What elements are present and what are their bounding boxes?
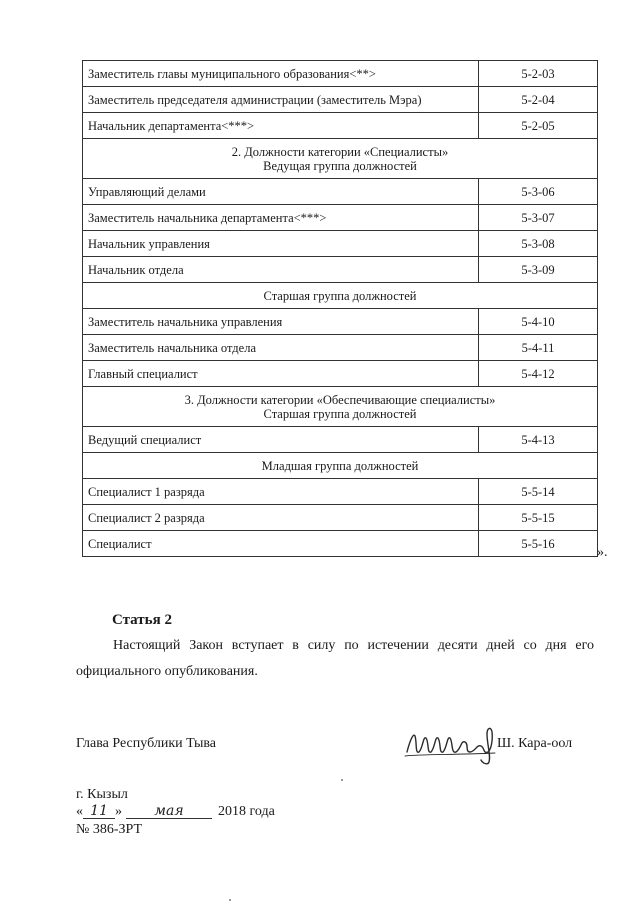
position-code: 5-3-09: [479, 257, 598, 283]
position-code: 5-5-15: [479, 505, 598, 531]
position-code: 5-4-11: [479, 335, 598, 361]
position-name: Начальник управления: [83, 231, 479, 257]
position-code: 5-3-06: [479, 179, 598, 205]
table-row: [83, 335, 598, 361]
table-row: [83, 257, 598, 283]
position-name: Заместитель главы муниципального образования<**>: [83, 61, 479, 87]
position-name: Заместитель начальника отдела: [83, 335, 479, 361]
position-code: 5-2-05: [479, 113, 598, 139]
positions-register-table: [82, 60, 598, 557]
signature-icon: [403, 722, 501, 766]
group-header-row: [83, 283, 598, 309]
position-name: Специалист 1 разряда: [83, 479, 479, 505]
position-name: Заместитель начальника управления: [83, 309, 479, 335]
position-name: Главный специалист: [83, 361, 479, 387]
table-row: [83, 179, 598, 205]
section-title: 3. Должности категории «Обеспечивающие специалисты»: [184, 392, 496, 407]
date-year: 2018 года: [218, 804, 275, 819]
signing-date: [76, 804, 275, 820]
article-title: Статья 2: [112, 612, 172, 628]
position-name: Начальник департамента<***>: [83, 113, 479, 139]
position-code: 5-2-03: [479, 61, 598, 87]
position-code: 5-5-16: [479, 531, 598, 557]
section-subtitle: Старшая группа должностей: [263, 406, 417, 421]
scan-speck: [229, 899, 231, 901]
group-header-row: [83, 453, 598, 479]
signatory-post: Глава Республики Тыва: [76, 736, 217, 751]
handwritten-month: мая: [126, 804, 212, 819]
section-header-row: [83, 387, 598, 427]
section-header: [83, 139, 598, 179]
position-code: 5-5-14: [479, 479, 598, 505]
position-name: Заместитель председателя администрации (заместитель Мэра): [83, 87, 479, 113]
position-name: Заместитель начальника департамента<***>: [83, 205, 479, 231]
table-row: [83, 231, 598, 257]
group-header: Старшая группа должностей: [83, 283, 598, 309]
law-number: № 386-ЗРТ: [76, 822, 143, 837]
table-row: [83, 205, 598, 231]
position-name: Специалист: [83, 531, 479, 557]
section-header: [83, 387, 598, 427]
handwritten-day: 11: [83, 804, 115, 819]
section-header-row: [83, 139, 598, 179]
position-code: 5-2-04: [479, 87, 598, 113]
table-row: [83, 61, 598, 87]
section-title: 2. Должности категории «Специалисты»: [231, 144, 449, 159]
scan-speck: [341, 779, 343, 781]
table-row: [83, 113, 598, 139]
position-code: 5-4-10: [479, 309, 598, 335]
group-header: Младшая группа должностей: [83, 453, 598, 479]
table-row: [83, 427, 598, 453]
table-row: [83, 361, 598, 387]
table-row: [83, 505, 598, 531]
position-name: Управляющий делами: [83, 179, 479, 205]
table-row: [83, 531, 598, 557]
position-name: Начальник отдела: [83, 257, 479, 283]
position-name: Специалист 2 разряда: [83, 505, 479, 531]
place-of-signing: г. Кызыл: [76, 787, 128, 802]
table-row: [83, 87, 598, 113]
closing-quote-mark: ».: [597, 545, 608, 560]
position-code: 5-3-07: [479, 205, 598, 231]
section-subtitle: Ведущая группа должностей: [263, 158, 417, 173]
table-row: [83, 479, 598, 505]
position-code: 5-3-08: [479, 231, 598, 257]
signatory-name: Ш. Кара-оол: [497, 736, 573, 751]
article-text: Настоящий Закон вступает в силу по истечении десяти дней со дня его официального опубликования.: [76, 638, 594, 679]
position-name: Ведущий специалист: [83, 427, 479, 453]
position-code: 5-4-13: [479, 427, 598, 453]
date-quote-close: »: [115, 804, 122, 819]
position-code: 5-4-12: [479, 361, 598, 387]
table-row: [83, 309, 598, 335]
date-quote-open: «: [76, 804, 83, 819]
